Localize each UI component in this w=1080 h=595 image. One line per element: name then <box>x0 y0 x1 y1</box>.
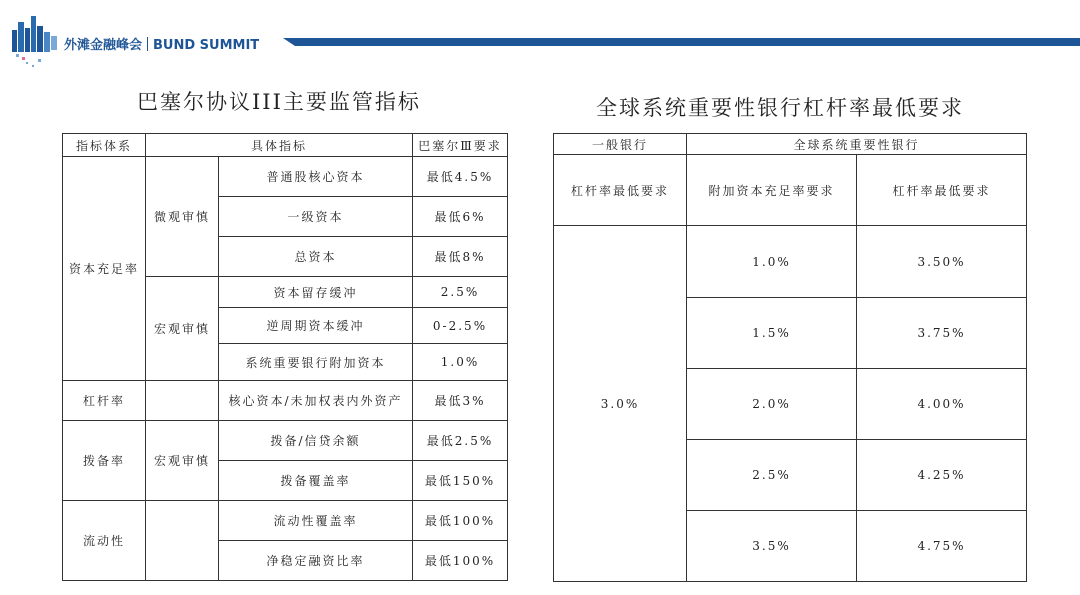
leverage-cell: 4.75% <box>857 511 1027 582</box>
group-cell: 资本充足率 <box>63 157 146 381</box>
header-cell: 一般银行 <box>554 134 687 155</box>
requirement-cell: 2.5% <box>413 277 508 308</box>
surcharge-cell: 1.5% <box>687 298 857 369</box>
group-cell: 流动性 <box>63 501 146 581</box>
indicator-cell: 资本留存缓冲 <box>219 277 413 308</box>
leverage-cell: 3.50% <box>857 226 1027 298</box>
requirement-cell: 最低100% <box>413 541 508 581</box>
requirement-cell: 最低2.5% <box>413 421 508 461</box>
indicator-cell: 总资本 <box>219 237 413 277</box>
subheader-cell: 附加资本充足率要求 <box>687 155 857 226</box>
basel-table <box>62 133 508 581</box>
requirement-cell: 最低100% <box>413 501 508 541</box>
indicator-cell: 净稳定融资比率 <box>219 541 413 581</box>
subgroup-cell: 微观审慎 <box>146 157 219 277</box>
header-cell: 具体指标 <box>146 134 413 157</box>
subgroup-cell: 宏观审慎 <box>146 277 219 381</box>
surcharge-cell: 3.5% <box>687 511 857 582</box>
header-bar <box>283 38 1080 46</box>
requirement-cell: 最低8% <box>413 237 508 277</box>
subheader-cell: 杠杆率最低要求 <box>857 155 1027 226</box>
gsib-table <box>553 133 1027 582</box>
requirement-cell: 最低150% <box>413 461 508 501</box>
leverage-cell: 3.75% <box>857 298 1027 369</box>
subheader-cell: 杠杆率最低要求 <box>554 155 687 226</box>
indicator-cell: 一级资本 <box>219 197 413 237</box>
requirement-cell: 最低6% <box>413 197 508 237</box>
requirement-cell: 0-2.5% <box>413 308 508 344</box>
header-cell: 巴塞尔Ⅲ要求 <box>413 134 508 157</box>
header-cell: 指标体系 <box>63 134 146 157</box>
header-cell: 全球系统重要性银行 <box>687 134 1027 155</box>
leverage-cell: 4.00% <box>857 369 1027 440</box>
right-title: 全球系统重要性银行杠杆率最低要求 <box>596 96 964 120</box>
indicator-cell: 流动性覆盖率 <box>219 501 413 541</box>
surcharge-cell: 1.0% <box>687 226 857 298</box>
surcharge-cell: 2.0% <box>687 369 857 440</box>
brand-cn: 外滩金融峰会 <box>64 38 143 53</box>
indicator-cell: 核心资本/未加权表内外资产 <box>219 381 413 421</box>
indicator-cell: 系统重要银行附加资本 <box>219 344 413 381</box>
left-title: 巴塞尔协议III主要监管指标 <box>137 90 421 114</box>
group-cell: 杠杆率 <box>63 381 146 421</box>
bund-summit-logo <box>8 10 63 70</box>
indicator-cell: 普通股核心资本 <box>219 157 413 197</box>
general-bank-cell: 3.0% <box>554 226 687 582</box>
empty-cell <box>146 501 219 581</box>
subgroup-cell: 宏观审慎 <box>146 421 219 501</box>
indicator-cell: 拨备覆盖率 <box>219 461 413 501</box>
group-cell: 拨备率 <box>63 421 146 501</box>
requirement-cell: 最低3% <box>413 381 508 421</box>
indicator-cell: 拨备/信贷余额 <box>219 421 413 461</box>
brand <box>64 34 259 53</box>
empty-cell <box>146 381 219 421</box>
brand-en: BUND SUMMIT <box>153 38 260 53</box>
requirement-cell: 1.0% <box>413 344 508 381</box>
requirement-cell: 最低4.5% <box>413 157 508 197</box>
indicator-cell: 逆周期资本缓冲 <box>219 308 413 344</box>
leverage-cell: 4.25% <box>857 440 1027 511</box>
surcharge-cell: 2.5% <box>687 440 857 511</box>
